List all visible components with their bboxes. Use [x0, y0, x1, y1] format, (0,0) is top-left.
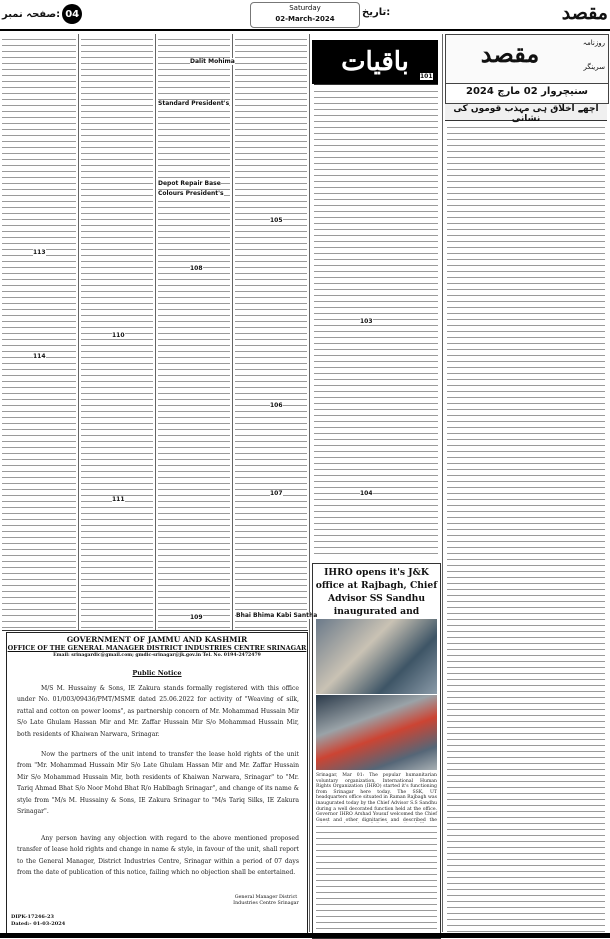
ihro-body-continued: [316, 823, 437, 933]
page-ref: 114: [33, 353, 46, 360]
separator: [314, 84, 438, 85]
page-ref: 104: [360, 490, 373, 497]
page-ref: 109: [190, 614, 203, 621]
editorial-headline: اچھے اخلاق ہی مہذب قوموں کی نشانی: [445, 104, 607, 121]
gov-contact: Email: srinagardic@gmail.com; gmdic-srinagar@jk.gov.in Tel. No. 0194-2472479: [53, 653, 261, 658]
page-label: صفحہ نمبر:: [2, 8, 61, 20]
ihro-article: [312, 563, 441, 939]
page-ref: 103: [360, 318, 373, 325]
ihro-photo-ribbon: [316, 695, 437, 770]
page-number-block: [2, 4, 92, 24]
page-ref: 108: [190, 265, 203, 272]
page-number: 04: [62, 4, 82, 24]
page-ref: 106: [270, 402, 283, 409]
caption: Standard President's: [158, 100, 230, 107]
footer-rule: [0, 933, 610, 938]
column-divider: [78, 34, 79, 630]
public-notice: [6, 632, 308, 934]
date-label: تاریخ:: [362, 7, 391, 18]
caption: Bhai Bhima Kabi Santha: [236, 612, 318, 619]
article-text: [235, 36, 307, 628]
masthead-title: مقصد: [480, 39, 540, 68]
page-ref: 107: [270, 490, 283, 497]
column-divider: [232, 34, 233, 630]
notice-title: Public Notice: [132, 669, 182, 677]
header-rule: [0, 29, 610, 31]
masthead: [445, 34, 609, 104]
gov-office: OFFICE OF THE GENERAL MANAGER DISTRICT INDUSTRIES CENTRE SRINAGAR: [7, 644, 307, 652]
ihro-body-text: Srinagar, Mar 01: The popular humanitarian voluntary organization, International Human Rights Organization (IHRO) started it's functioning from Srinagar here today. The SSK, UT headquarters office situated in Raman Rajbagh was inaugurated today by the Chief Advisor S.S Sandhu during a well decorated function held at the office. Governor IHRO Arshad Yousuf welcomed the Chief Guest and other dignitaries and described the: [316, 773, 437, 823]
column-divider: [155, 34, 156, 630]
page-ref: 113: [33, 249, 46, 256]
notice-signature: General Manager District Industries Centre Srinagar: [233, 895, 299, 906]
date-day: Saturday: [289, 4, 321, 12]
page-ref: 110: [112, 332, 125, 339]
caption: Depot Repair Base: [158, 180, 221, 187]
page-ref: 101: [420, 73, 433, 80]
notice-paragraph-1: M/S M. Hussainy & Sons, IE Zakura stands formally registered with this office under No. 01/003/09436/PMT/MSME dated 25.06.2022 for activity of "Weaving of silk, rattal and cotton on power looms", as partnership concern of Mr. Mohammad Hussain Mir S/o Late Ghulam Hassan Mir and Mr. Zaffar Hussain Mir S/o Mohammad Hussain Mir, both residents of Khaiwan Narwara, Srinagar.: [17, 685, 299, 738]
notice-reference: [11, 914, 65, 928]
baqiyat-banner: باقیات: [312, 40, 438, 84]
caption: Dalit Mohima: [190, 58, 235, 65]
notice-dated: Dated:- 01-03-2024: [11, 921, 66, 927]
column-divider: [309, 34, 310, 932]
gov-title: GOVERNMENT OF JAMMU AND KASHMIR: [66, 635, 248, 644]
article-text: [158, 36, 230, 628]
separator: [2, 630, 308, 631]
page-ref: 111: [112, 496, 125, 503]
editorial-text: [447, 124, 605, 932]
notice-paragraph-2: Now the partners of the unit intend to transfer the lease hold rights of the unit from "Mr. Mohammad Hussain Mir S/o Late Ghulam Hassan Mir and Mr. Zaffar Hussain Mir S/o Mohammad Hussain Mir, both residents of Khaiwan Narwara, Srinagar" to "Mr. Tariq Ahmad Bhat S/o Noor Mohd Bhat R/o Hablbagh Srinagar", and change of its name & style from "M/s M. Hussainy & Sons, IE Zakura Srinagar to "M/s Tariq Silks, IE Zakura Srinagar".: [17, 751, 299, 816]
column-divider: [442, 34, 443, 932]
ihro-body: [316, 773, 437, 935]
dipk-number: DIPK-17246-23: [11, 914, 54, 920]
article-text: [314, 88, 438, 558]
masthead-side-bottom: سرینگر: [583, 63, 605, 71]
ihro-photo-ceremony: [316, 619, 437, 694]
brand-logo: مقصد: [561, 2, 608, 24]
ihro-headline: IHRO opens it's J&K office at Rajbagh, Chief Advisor SS Sandhu inaugurated and: [315, 567, 438, 617]
masthead-date: سنیچروار 02 مارچ 2024: [446, 83, 608, 100]
caption: Colours President's: [158, 190, 224, 197]
page-ref: 105: [270, 217, 283, 224]
masthead-side-top: روزنامہ: [582, 39, 605, 47]
date-box: [250, 2, 360, 28]
article-text: [2, 36, 76, 628]
date-full: 02-March-2024: [275, 15, 335, 23]
notice-paragraph-3: Any person having any objection with regard to the above mentioned proposed transfer of lease hold rights and change in name & style, in favour of the unit, shall report to the General Manager, District Industries Centre, Srinagar within a period of 07 days from the date of publication of this notice, failing which no objection shall be entertained.: [17, 835, 299, 877]
